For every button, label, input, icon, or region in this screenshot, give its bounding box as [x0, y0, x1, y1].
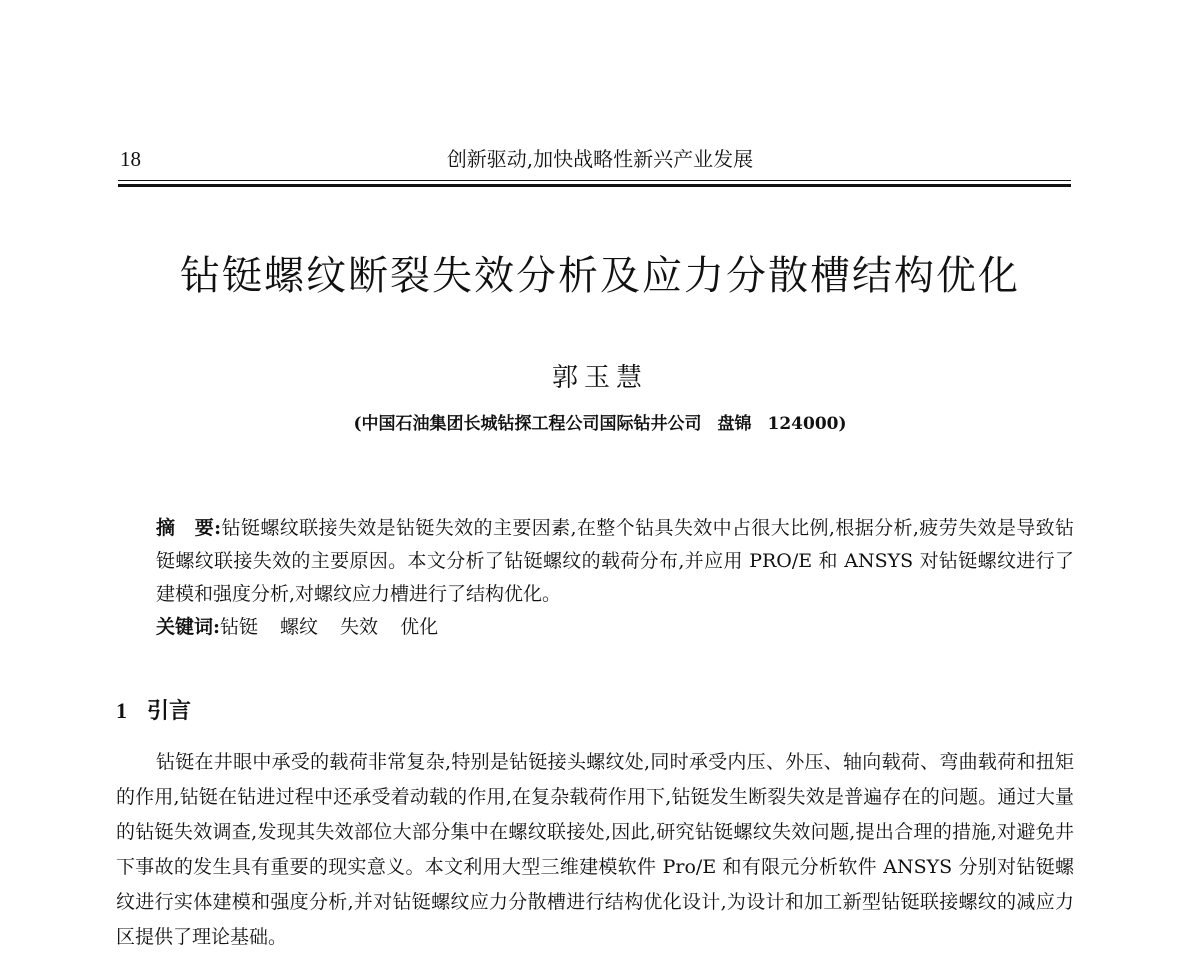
section-body [116, 745, 1074, 955]
running-title: 创新驱动,加快战略性新兴产业发展 [446, 147, 754, 171]
header-rule-thick [118, 184, 1071, 187]
abstract [116, 512, 1074, 644]
keywords-label: 关键词: [156, 616, 221, 638]
affiliation-postcode: 124000) [767, 414, 847, 434]
header-rule-thin [118, 180, 1071, 181]
affiliation-org: (中国石油集团长城钻探工程公司国际钻井公司 [353, 414, 702, 434]
section-heading [116, 696, 191, 726]
body-paragraph: 钻铤在井眼中承受的载荷非常复杂,特别是钻铤接头螺纹处,同时承受内压、外压、轴向载荷、弯曲载荷和扭矩的作用,钻铤在钻进过程中还承受着动载的作用,在复杂载荷作用下,钻铤发生断裂失效是普遍存在的问题。通过大量的钻铤失效调查,发现其失效部位大部分集中在螺纹联接处,因此,研究钻铤螺纹失效问题,提出合理的措施,对避免井下事故的发生具有重要的现实意义。本文利用大型三维建模软件 Pro/E 和有限元分析软件 ANSYS 分别对钻铤螺纹进行实体建模和强度分析,并对钻铤螺纹应力分散槽进行结构优化设计,为设计和加工新型钻铤联接螺纹的减应力区提供了理论基础。 [116, 751, 1074, 948]
page-number: 18 [120, 147, 141, 171]
abstract-label: 摘 要: [156, 517, 222, 539]
author-affiliation [0, 412, 1200, 436]
affiliation-city: 盘锦 [717, 414, 752, 434]
paper-title: 钻铤螺纹断裂失效分析及应力分散槽结构优化 [180, 253, 1020, 299]
keywords-line [116, 611, 1074, 644]
abstract-text: 钻铤螺纹联接失效是钻铤失效的主要因素,在整个钻具失效中占很大比例,根据分析,疲劳失效是导致钻铤螺纹联接失效的主要原因。本文分析了钻铤螺纹的载荷分布,并应用 PRO/E 和 ANSYS 对钻铤螺纹进行了建模和强度分析,对螺纹应力槽进行了结构优化。 [156, 517, 1074, 605]
section-title: 引言 [147, 698, 192, 724]
keyword-item: 螺纹 [280, 616, 319, 638]
keyword-item: 钻铤 [220, 616, 259, 638]
abstract-paragraph [116, 512, 1074, 611]
keyword-item: 失效 [340, 616, 379, 638]
author-name: 郭玉慧 [551, 363, 648, 393]
section-number: 1 [116, 698, 127, 723]
keyword-item: 优化 [400, 616, 439, 638]
